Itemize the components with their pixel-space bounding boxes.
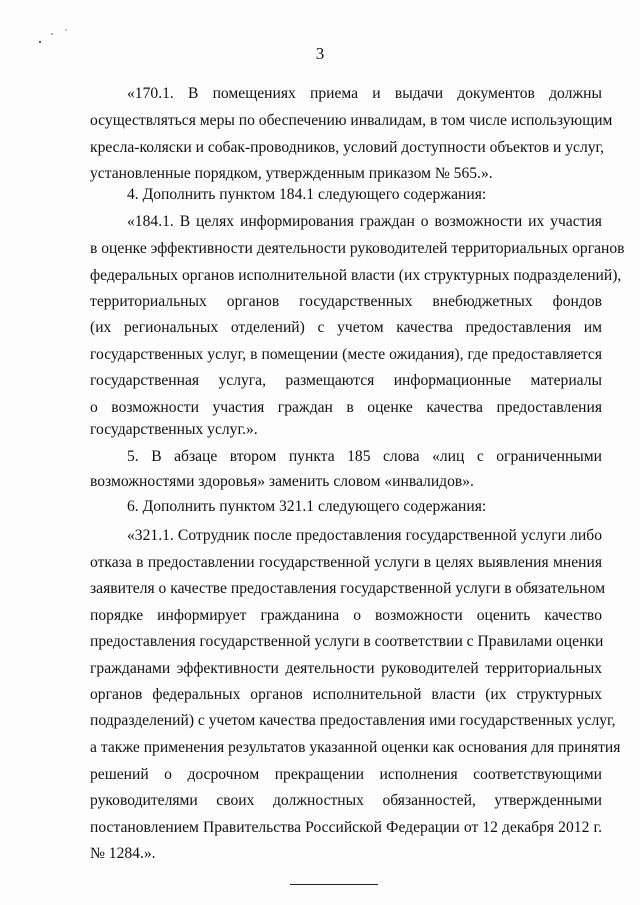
paragraph-321-1-line-6: гражданами эффективности деятельности руководителей территориальных xyxy=(90,660,602,677)
paragraph-184-1-line-9: государственных услуг.». xyxy=(90,421,258,438)
paragraph-184-1-line-1: «184.1. В целях информирования граждан о возможности их участия xyxy=(127,213,602,230)
paragraph-184-1-line-2: в оценке эффективности деятельности руководителей территориальных органов xyxy=(90,240,625,257)
paragraph-184-1-line-8: о возможности участия граждан в оценке качества предоставления xyxy=(90,399,602,416)
paragraph-321-1-line-8: подразделений) с учетом качества предоставления ими государственных услуг, xyxy=(90,712,616,729)
page-number: 3 xyxy=(315,44,325,63)
paragraph-170-1-line-4: установленные порядком, утвержденным приказом № 565.». xyxy=(90,165,493,182)
paragraph-170-1-line-2: осуществляться меры по обеспечению инвалидам, в том числе использующим xyxy=(90,112,613,129)
paragraph-170-1-line-3: кресла-коляски и собак-проводников, условий доступности объектов и услуг, xyxy=(90,139,605,156)
paragraph-321-1-line-12: постановлением Правительства Российской Федерации от 12 декабря 2012 г. xyxy=(90,819,602,836)
paragraph-321-1-line-10: решений о досрочном прекращении исполнения соответствующими xyxy=(90,766,602,783)
paragraph-184-1-line-5: (их региональных отделений) с учетом качества предоставления им xyxy=(90,319,602,336)
item-5-line-1: 5. В абзаце втором пункта 185 слова «лиц с ограниченными xyxy=(127,448,602,465)
paragraph-321-1-line-1: «321.1. Сотрудник после предоставления государственной услуги либо xyxy=(127,527,602,544)
paragraph-321-1-line-2: отказа в предоставлении государственной услуги в целях выявления мнения xyxy=(90,554,602,571)
paragraph-184-1-line-6: государственных услуг, в помещении (месте ожидания), где предоставляется xyxy=(90,346,602,363)
item-4-heading: 4. Дополнить пунктом 184.1 следующего содержания: xyxy=(127,186,487,203)
paragraph-321-1-line-13: № 1284.». xyxy=(90,845,156,862)
item-6-heading: 6. Дополнить пунктом 321.1 следующего содержания: xyxy=(127,498,487,515)
footer-divider xyxy=(290,884,378,885)
paragraph-321-1-line-7: органов федеральных органов исполнительной власти (их структурных xyxy=(90,686,602,703)
paragraph-321-1-line-9: а также применения результатов указанной оценки как основания для принятия xyxy=(90,739,621,756)
paragraph-321-1-line-5: предоставления государственной услуги в соответствии с Правилами оценки xyxy=(90,633,604,650)
paragraph-184-1-line-7: государственная услуга, размещаются информационные материалы xyxy=(90,372,602,389)
paragraph-184-1-line-4: территориальных органов государственных внебюджетных фондов xyxy=(90,293,602,310)
paragraph-321-1-line-11: руководителями своих должностных обязанностей, утвержденными xyxy=(90,792,602,809)
paragraph-184-1-line-3: федеральных органов исполнительной власти (их структурных подразделений), xyxy=(90,267,622,284)
paragraph-321-1-line-4: порядке информирует гражданина о возможности оценить качество xyxy=(90,607,602,624)
paragraph-170-1-line-1: «170.1. В помещениях приема и выдачи документов должны xyxy=(127,85,602,102)
paragraph-321-1-line-3: заявителя о качестве предоставления государственной услуги в обязательном xyxy=(90,580,606,597)
item-5-line-2: возможностями здоровья» заменить словом «инвалидов». xyxy=(90,473,474,490)
